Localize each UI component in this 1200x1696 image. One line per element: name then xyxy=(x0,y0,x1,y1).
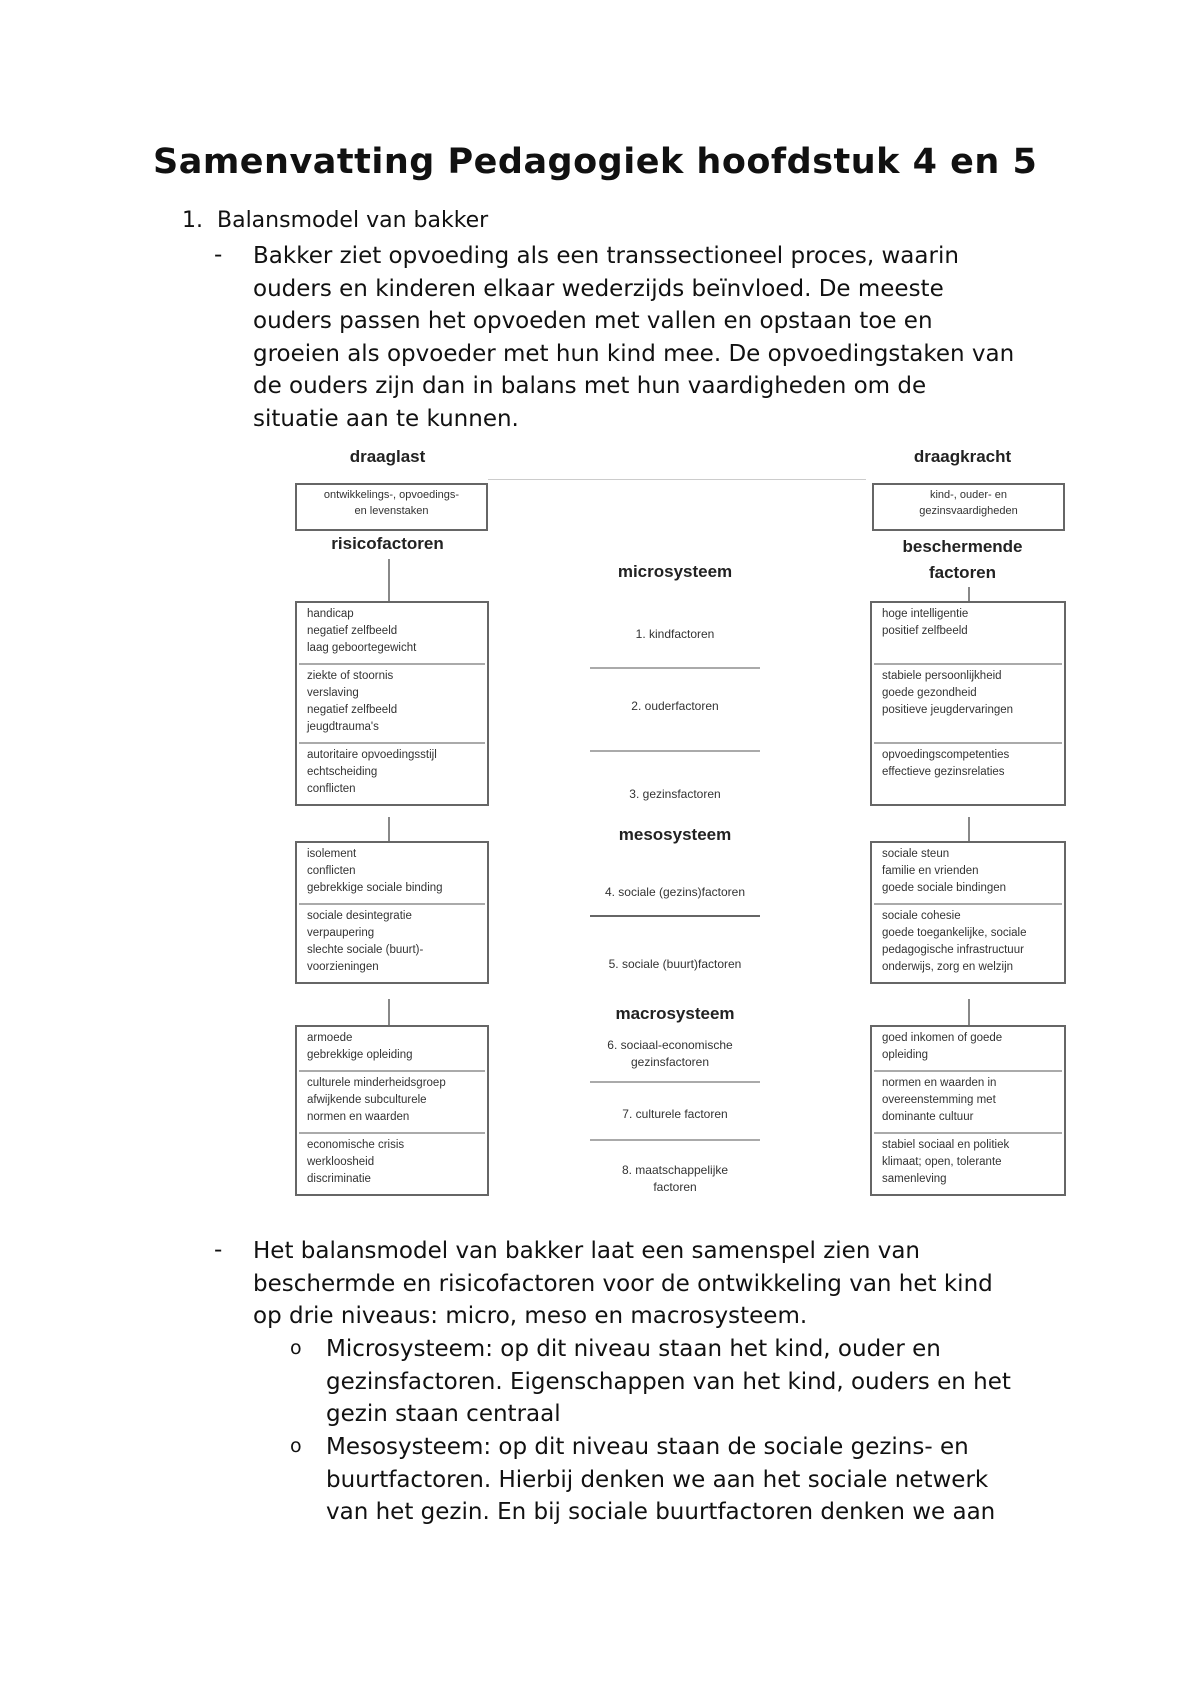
page-title: Samenvatting Pedagogiek hoofdstuk 4 en 5 xyxy=(153,142,1038,182)
microsysteem-title: microsysteem xyxy=(617,562,733,581)
factor-text: discriminatie xyxy=(307,1173,371,1185)
factor-text: samenleving xyxy=(882,1173,947,1185)
box-section xyxy=(299,843,485,905)
box-line: gezinsvaardigheden xyxy=(919,505,1018,517)
factor-text: dominante cultuur xyxy=(882,1111,974,1123)
factor-text: stabiel sociaal en politiek xyxy=(882,1139,1010,1151)
box-section xyxy=(299,1134,485,1194)
factor-text: laag geboortegewicht xyxy=(307,642,417,654)
factor-text: ziekte of stoornis xyxy=(307,670,394,682)
factor-text: stabiele persoonlijkheid xyxy=(882,670,1002,682)
factor-label: 6. sociaal-economische gezinsfactoren xyxy=(607,1038,733,1069)
factor-text: goed inkomen of goede xyxy=(882,1032,1003,1044)
text-line: op drie niveaus: micro, meso en macrosysteem. xyxy=(253,1303,808,1329)
factor-text: negatief zelfbeeld xyxy=(307,704,398,716)
factor-text: normen en waarden in xyxy=(882,1077,997,1089)
box-section xyxy=(299,905,485,982)
box-line: kind-, ouder- en xyxy=(929,489,1008,501)
title-line: factoren xyxy=(928,563,997,582)
factor-text: jeugdtrauma's xyxy=(307,721,379,733)
factor-text: conflicten xyxy=(307,865,356,877)
beschermende-factoren-title xyxy=(865,534,1060,586)
factor-text: klimaat; open, tolerante xyxy=(882,1156,1002,1168)
text-line: Mesosysteem: op dit niveau staan de sociale gezins- en xyxy=(326,1434,969,1460)
text-line: situatie aan te kunnen. xyxy=(253,405,519,432)
factor-text: sociale desintegratie xyxy=(307,910,412,922)
spacer xyxy=(882,640,1054,657)
factor-text: positieve jeugdervaringen xyxy=(882,704,1014,716)
title-line: beschermende xyxy=(902,537,1023,556)
factor-label: 1. kindfactoren xyxy=(635,627,715,641)
text-line: Het balansmodel van bakker laat een samenspel zien van xyxy=(253,1238,920,1264)
factor-text: conflicten xyxy=(307,783,356,795)
factor-text: pedagogische infrastructuur xyxy=(882,944,1024,956)
box-section xyxy=(874,744,1062,804)
box-section xyxy=(874,843,1062,905)
risk-box-meso xyxy=(295,841,489,984)
factor-text: afwijkende subculturele xyxy=(307,1094,427,1106)
factor-label: 7. culturele factoren xyxy=(622,1107,728,1121)
box-line: en levenstaken xyxy=(354,505,429,517)
text-line: Microsysteem: op dit niveau staan het kind, ouder en xyxy=(326,1336,941,1362)
risk-box-macro xyxy=(295,1025,489,1196)
factor-text: onderwijs, zorg en welzijn xyxy=(882,961,1014,973)
box-section xyxy=(874,665,1062,744)
risk-box-micro xyxy=(295,601,489,806)
factor-text: isolement xyxy=(307,848,357,860)
factor-text: werkloosheid xyxy=(307,1156,375,1168)
box-section xyxy=(874,905,1062,982)
balance-model-diagram xyxy=(290,447,1070,1232)
text-line: gezin staan centraal xyxy=(326,1401,561,1427)
factor-text: armoede xyxy=(307,1032,353,1044)
factor-text: hoge intelligentie xyxy=(882,608,969,620)
dash-bullet: - xyxy=(214,242,223,268)
protect-box-macro xyxy=(870,1025,1066,1196)
box-section xyxy=(299,744,485,804)
spacer xyxy=(882,719,1054,736)
box-section xyxy=(874,1027,1062,1072)
spacer xyxy=(882,781,1054,798)
risicofactoren-title: risicofactoren xyxy=(331,534,444,553)
text-line: groeien als opvoeder met hun kind mee. De opvoedingstaken van xyxy=(253,340,1015,367)
box-section xyxy=(299,1072,485,1134)
factor-text: opleiding xyxy=(882,1049,929,1061)
factor-text: voorzieningen xyxy=(307,961,379,973)
factor-label: 8. maatschappelijke factoren xyxy=(621,1163,729,1194)
factor-text: familie en vrienden xyxy=(882,865,979,877)
text-line: van het gezin. En bij sociale buurtfactoren denken we aan xyxy=(326,1499,996,1525)
factor-label: 4. sociale (gezins)factoren xyxy=(604,885,746,899)
factor-text: slechte sociale (buurt)- xyxy=(307,944,424,956)
factor-text: gebrekkige sociale binding xyxy=(307,882,443,894)
box-line: ontwikkelings-, opvoedings- xyxy=(323,489,460,501)
list-item-text: Balansmodel van bakker xyxy=(217,208,489,233)
macrosysteem-title: macrosysteem xyxy=(615,1004,735,1023)
factor-text: positief zelfbeeld xyxy=(882,625,968,637)
factor-label: 5. sociale (buurt)factoren xyxy=(608,957,742,971)
factor-text: goede toegankelijke, sociale xyxy=(882,927,1027,939)
factor-text: handicap xyxy=(307,608,354,620)
subitem-mesosysteem xyxy=(326,1431,1086,1529)
factor-text: culturele minderheidsgroep xyxy=(307,1077,446,1089)
factor-text: echtscheiding xyxy=(307,766,378,778)
text-line: ouders en kinderen elkaar wederzijds beïnvloed. De meeste xyxy=(253,275,944,302)
draaglast-box xyxy=(295,483,488,531)
factor-text: sociale steun xyxy=(882,848,950,860)
dash-bullet: - xyxy=(214,1237,223,1263)
protect-box-meso xyxy=(870,841,1066,984)
factor-label: 2. ouderfactoren xyxy=(631,699,719,713)
factor-text: autoritaire opvoedingsstijl xyxy=(307,749,437,761)
text-line: Bakker ziet opvoeding als een transsectioneel proces, waarin xyxy=(253,243,959,269)
box-section xyxy=(874,603,1062,665)
draagkracht-box xyxy=(872,483,1065,531)
draaglast-title: draaglast xyxy=(349,447,426,466)
text-line: beschermde en risicofactoren voor de ontwikkeling van het kind xyxy=(253,1270,993,1297)
list-number: 1. xyxy=(182,208,203,233)
text-line: ouders passen het opvoeden met vallen en opstaan toe en xyxy=(253,308,933,334)
box-section xyxy=(874,1072,1062,1134)
factor-text: verpaupering xyxy=(307,927,375,939)
factor-text: overeenstemming met xyxy=(882,1094,996,1106)
text-line: buurtfactoren. Hierbij denken we aan het sociale netwerk xyxy=(326,1466,989,1493)
factor-text: sociale cohesie xyxy=(882,910,961,922)
factor-text: gebrekkige opleiding xyxy=(307,1049,413,1061)
circle-bullet: o xyxy=(290,1435,302,1457)
numbered-list-item xyxy=(182,208,488,233)
paragraph-2 xyxy=(253,1235,1083,1333)
mesosysteem-title: mesosysteem xyxy=(618,825,732,844)
factor-text: economische crisis xyxy=(307,1139,405,1151)
factor-text: normen en waarden xyxy=(307,1111,410,1123)
circle-bullet: o xyxy=(290,1337,302,1359)
subitem-microsysteem xyxy=(326,1333,1086,1431)
protect-box-micro xyxy=(870,601,1066,806)
box-section xyxy=(874,1134,1062,1194)
box-section xyxy=(299,665,485,744)
factor-text: verslaving xyxy=(307,687,359,699)
text-line: de ouders zijn dan in balans met hun vaardigheden om de xyxy=(253,373,927,399)
draagkracht-title: draagkracht xyxy=(913,447,1012,466)
box-section xyxy=(299,1027,485,1072)
factor-label: 3. gezinsfactoren xyxy=(629,787,721,801)
factor-text: goede gezondheid xyxy=(882,687,977,699)
factor-text: goede sociale bindingen xyxy=(882,882,1007,894)
box-section xyxy=(299,603,485,665)
text-line: gezinsfactoren. Eigenschappen van het kind, ouders en het xyxy=(326,1368,1011,1395)
factor-text: effectieve gezinsrelaties xyxy=(882,766,1005,778)
paragraph-1 xyxy=(253,240,1083,435)
factor-text: opvoedingscompetenties xyxy=(882,749,1010,761)
factor-text: negatief zelfbeeld xyxy=(307,625,398,637)
